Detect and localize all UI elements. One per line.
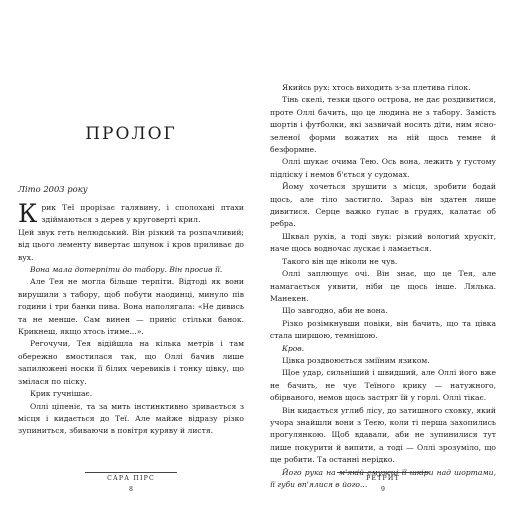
- footer-rule: [337, 472, 429, 473]
- paragraph: Але Тея не могла більше терпіти. Відтоді як вони вирушили з табору, щоб побути наодинці, минуло пів години і три банки пива. Вона наполягала: «Не дивись та не менше. Сам винен — приніс стільки банок. Крикнеш, якщо хтось ітиме...».: [18, 277, 244, 337]
- paragraph: Цівка роздвоюється зміїним язиком.: [282, 355, 430, 365]
- paragraph: Він кидається углиб лісу, до затишного сховку, який учора знайшли вони з Теєю, коли ті перша захопились прогулянкою. Щоб вдавали, аби не зупинилися тут лише покурити й випити, а тоді — Оллі зрозуміло, що ще робити. Та останні нерідко.: [270, 405, 496, 465]
- italic-paragraph: Кров.: [282, 343, 305, 353]
- running-footer-author: САРА ПІРС: [107, 475, 155, 482]
- paragraph: Оллі шукає очима Тею. Ось вона, лежить у густому підліску і немов б'ється у судомах.: [270, 157, 496, 179]
- running-footer-title: РЕТРИТ: [366, 475, 400, 482]
- paragraph: Різко розімкнувши повіки, він бачить, що та цівка стала ширшою, темнішою.: [270, 318, 496, 341]
- paragraph: Оллі заплющує очі. Він знає, що це Тея, але намагається уявити, ніби це щось інше. Лялька. Манекен.: [270, 269, 496, 303]
- paragraph: Що завгодно, аби не вона.: [282, 306, 388, 316]
- paragraph: Оллі ціпеніє, та за мить інстинктивно зривається з місця і кидається до Теї. Але майже відразу різко зупиниться, збиваючи в повітря куряву й листя.: [18, 401, 244, 436]
- paragraph: Якийсь рух: хтось виходить з-за плетива гілок.: [282, 83, 471, 92]
- italic-paragraph: Його рука на м'якій смужці її шкіри над шортами, її губи вп'ялися в його...: [270, 467, 496, 489]
- date-line: Літо 2003 року: [18, 184, 88, 194]
- right-page: [270, 0, 496, 493]
- drop-cap: К: [18, 199, 38, 228]
- page-number: 9: [381, 486, 385, 493]
- paragraph: Йому хочеться зрушити з місця, зробити бодай щось, але тіло застигло. Зараз він здатен лише дивитися. Серце важко гупає в грудях, калатає об ребра.: [270, 182, 496, 229]
- paragraph: Тінь скелі, тезки цього острова, не дає роздивитися, проте Оллі бачить, що це людина не з табору. Замість шортів і футболки, які зазвичай носять діти, ним ясно-зеленої форми вожатих на ній щось темне й безформне.: [270, 95, 496, 155]
- footer-rule: [85, 472, 177, 473]
- opening-paragraph: [18, 199, 244, 228]
- left-page: [18, 0, 244, 493]
- right-page-text: [270, 82, 496, 491]
- page-number: 8: [129, 486, 133, 493]
- paragraph: Регочучи, Тея відійшла на кілька метрів і там обережно вмостилася так, що Оллі бачив лише запилюжені носки її білих черевиків і тонку цівку, що змілася по піску.: [18, 339, 244, 386]
- paragraph: Цей звук геть нелюдський. Він різкий та розпачливий; від цього лементу вивертає шлунок і кров приливає до вух.: [18, 227, 244, 262]
- opening-paragraph-text: рик Теї прорізає галявину, і сполохані птахи здіймаються з дерев у круговерті крил.: [41, 203, 244, 225]
- italic-paragraph: Вона мала дотерпіти до табору. Він просив її.: [30, 265, 223, 275]
- paragraph: Шквал рухів, а тоді звук: різкий вологий хрускіт, наче щось водночас лускає і ламається.: [270, 231, 496, 254]
- paragraph: Щое удар, сильніший і швидший, але Оллі його вже не бачить, не чує Теїного крику — натужного, обірваного, немов щось застряг їй у горлі. Оллі тікає.: [270, 368, 496, 403]
- left-page-text: [18, 199, 244, 438]
- chapter-title: ПРОЛОГ: [85, 124, 177, 144]
- paragraph: Крик гучнішає.: [30, 389, 93, 399]
- paragraph: Такого він ще ніколи не чув.: [282, 256, 398, 266]
